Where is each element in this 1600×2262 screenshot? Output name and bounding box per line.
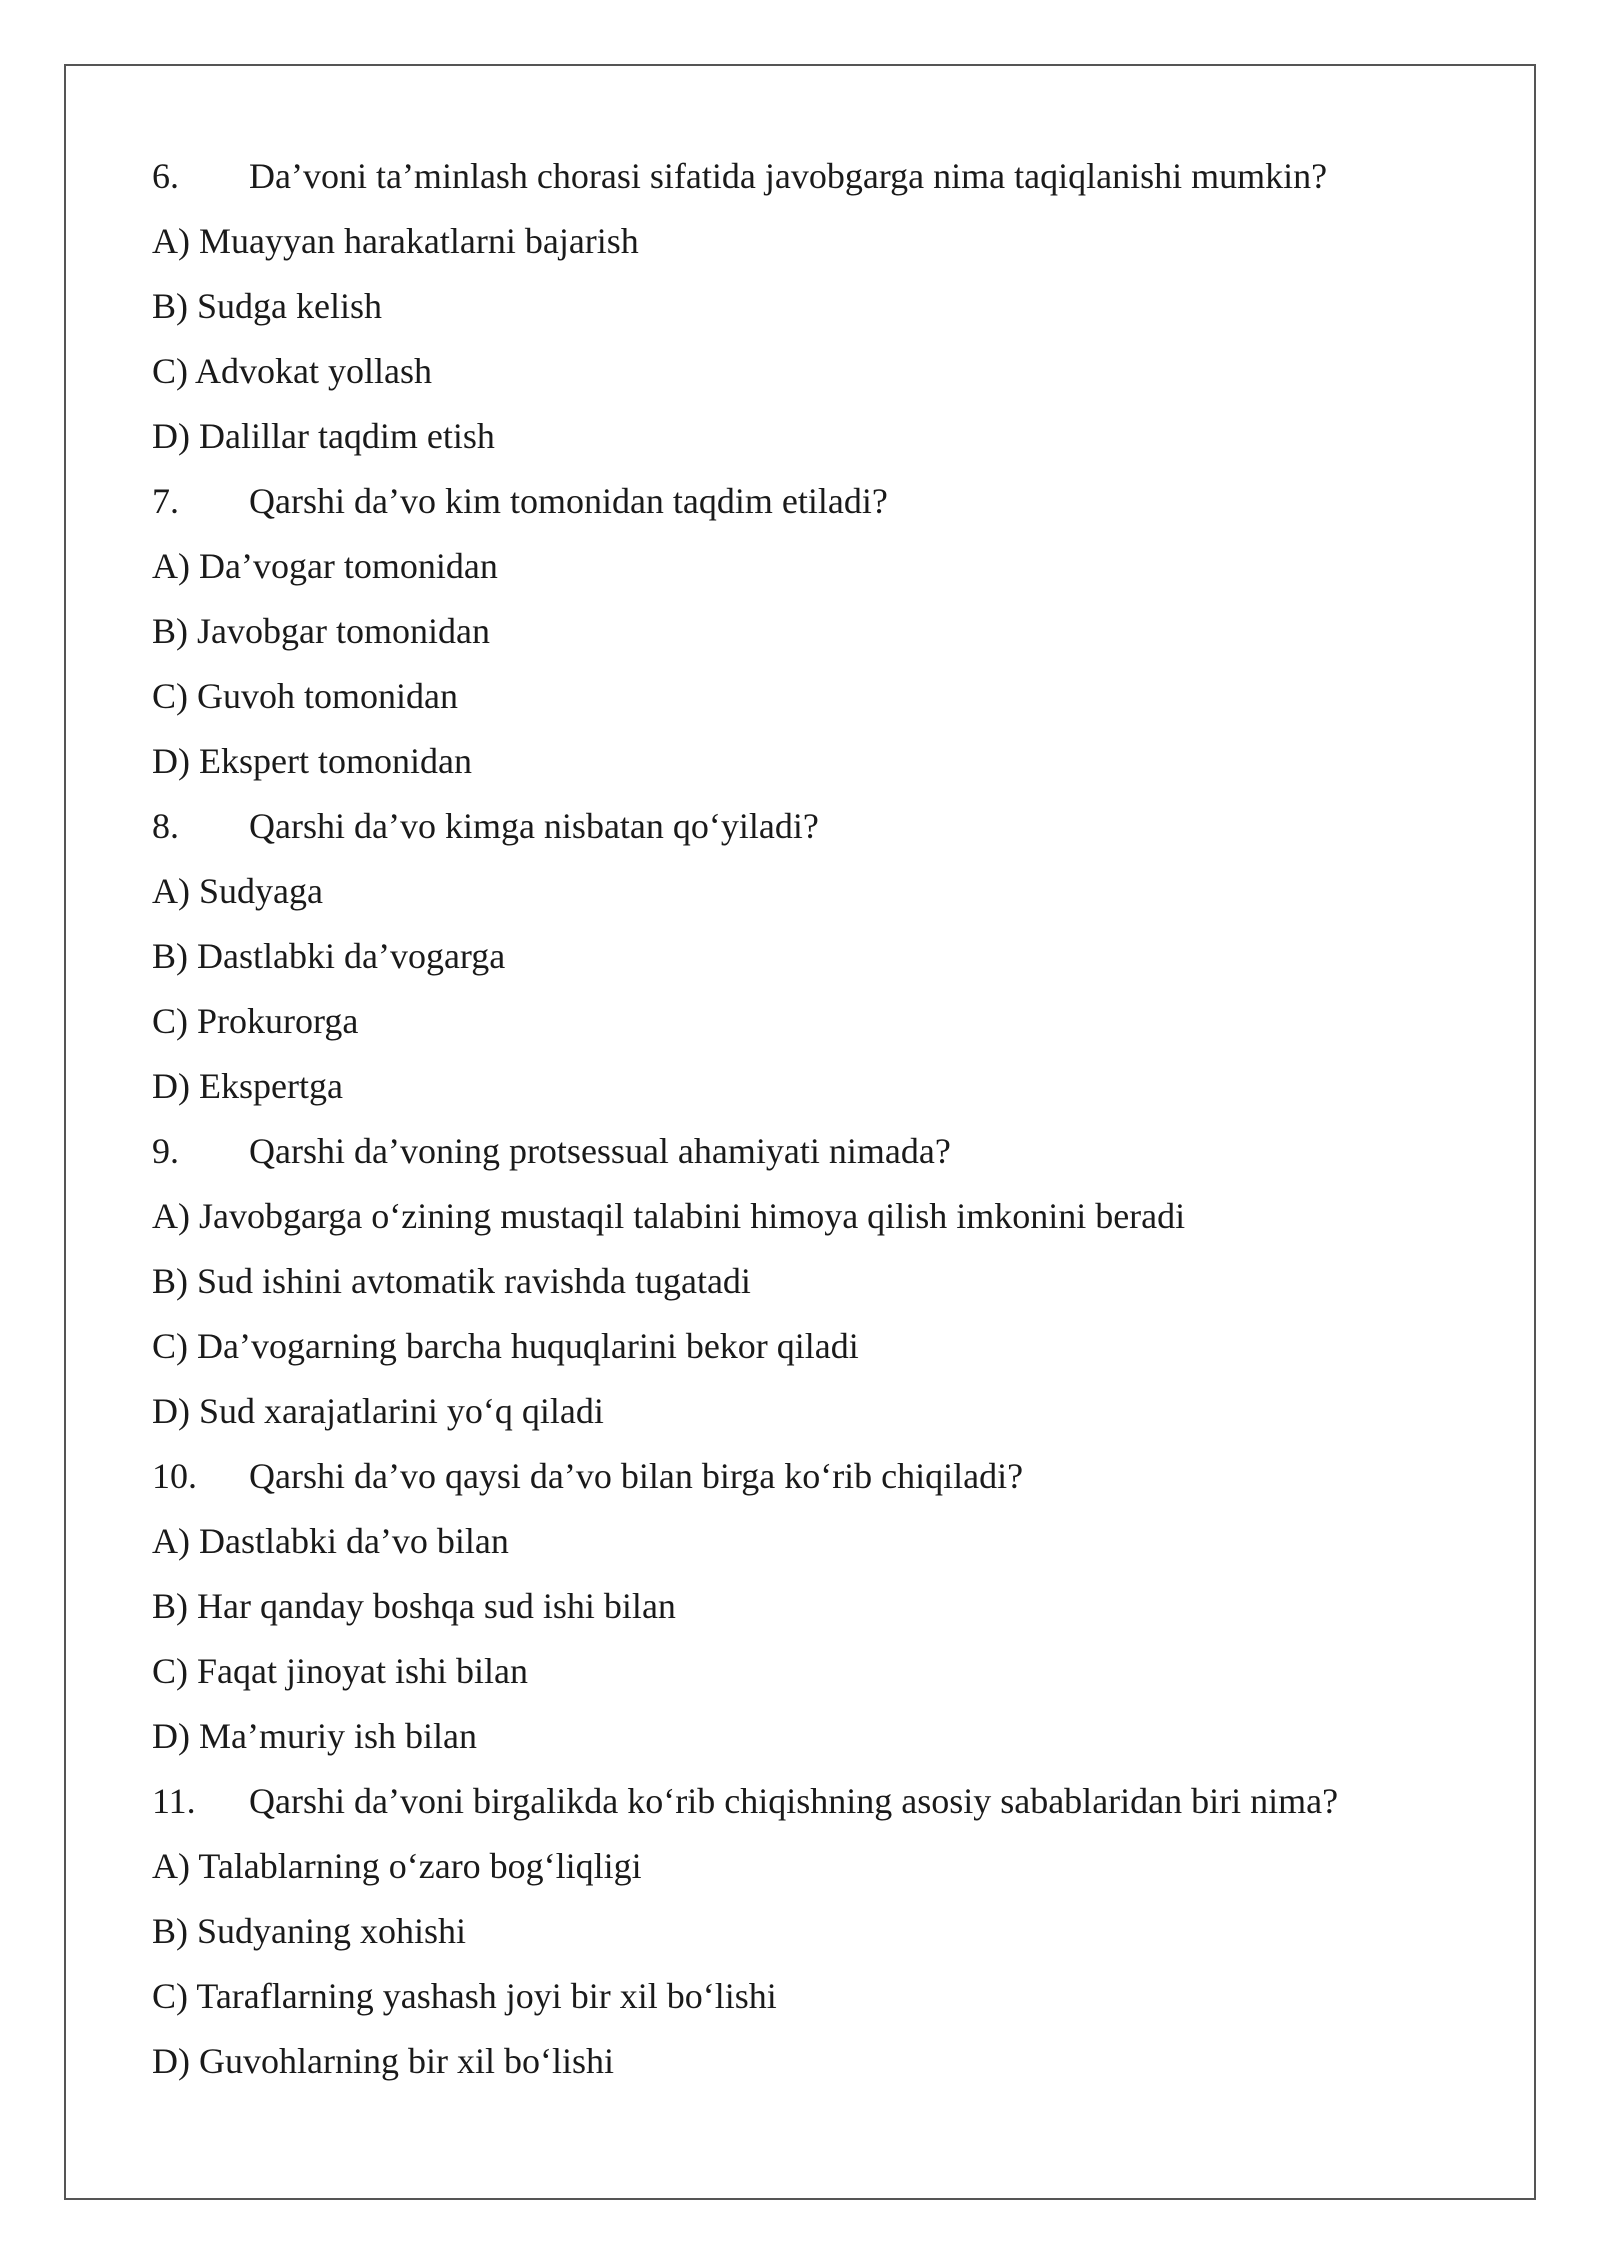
option-d: D) Guvohlarning bir xil bo‘lishi [152,2041,614,2081]
question-number: 10. [152,1456,197,1496]
question-text: Qarshi da’vo kim tomonidan taqdim etiladi? [249,481,888,521]
option-c: C) Da’vogarning barcha huquqlarini bekor qiladi [152,1326,859,1366]
question-number: 6. [152,156,179,196]
option-b: B) Dastlabki da’vogarga [152,936,506,976]
option-d: D) Dalillar taqdim etish [152,416,495,456]
question-10 [152,1450,1492,1515]
option-d: D) Sud xarajatlarini yo‘q qiladi [152,1391,604,1431]
question-6 [152,150,1492,215]
question-list [152,150,1492,2100]
option-b: B) Sudga kelish [152,286,382,326]
question-text: Qarshi da’voning protsessual ahamiyati nimada? [249,1131,951,1171]
option-d: D) Ekspertga [152,1066,343,1106]
option-c: C) Prokurorga [152,1001,359,1041]
question-text: Qarshi da’vo kimga nisbatan qo‘yiladi? [249,806,819,846]
option-c: C) Faqat jinoyat ishi bilan [152,1651,528,1691]
question-number: 7. [152,481,179,521]
option-b: B) Sud ishini avtomatik ravishda tugatadi [152,1261,751,1301]
question-7 [152,475,1492,540]
option-b: B) Har qanday boshqa sud ishi bilan [152,1586,676,1626]
option-c: C) Taraflarning yashash joyi bir xil bo‘lishi [152,1976,777,2016]
option-a: A) Sudyaga [152,871,323,911]
option-c: C) Advokat yollash [152,351,432,391]
option-d: D) Ma’muriy ish bilan [152,1716,477,1756]
option-b: B) Javobgar tomonidan [152,611,490,651]
question-8 [152,800,1492,865]
option-b: B) Sudyaning xohishi [152,1911,467,1951]
question-text: Qarshi da’vo qaysi da’vo bilan birga ko‘rib chiqiladi? [249,1456,1024,1496]
question-9 [152,1125,1492,1190]
option-a: A) Talablarning o‘zaro bog‘liqligi [152,1846,642,1886]
question-number: 11. [152,1781,196,1821]
option-a: A) Da’vogar tomonidan [152,546,498,586]
question-text: Da’voni ta’minlash chorasi sifatida javobgarga nima taqiqlanishi mumkin? [249,156,1328,196]
option-a: A) Javobgarga o‘zining mustaqil talabini himoya qilish imkonini beradi [152,1196,1186,1236]
question-number: 9. [152,1131,179,1171]
question-11 [152,1775,1492,1840]
question-number: 8. [152,806,179,846]
option-a: A) Dastlabki da’vo bilan [152,1521,509,1561]
option-d: D) Ekspert tomonidan [152,741,472,781]
question-text: Qarshi da’voni birgalikda ko‘rib chiqishning asosiy sabablaridan biri nima? [249,1781,1339,1821]
option-a: A) Muayyan harakatlarni bajarish [152,221,639,261]
option-c: C) Guvoh tomonidan [152,676,458,716]
